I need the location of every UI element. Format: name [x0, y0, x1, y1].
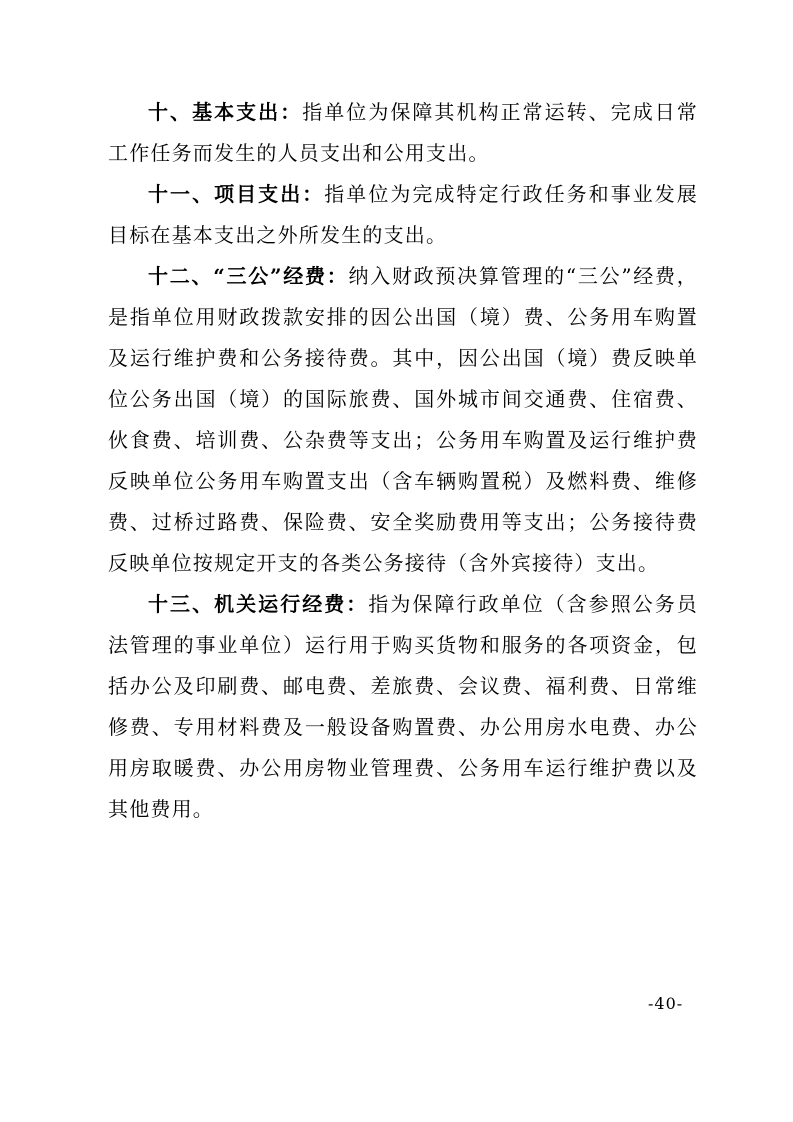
term-three-public-funds: 十二、“三公”经费： [148, 264, 349, 288]
paragraph-agency-operating-funds [108, 584, 698, 830]
page-number: -40- [648, 994, 684, 1013]
paragraph-three-public-funds [108, 256, 698, 584]
term-basic-expenditure: 十、基本支出： [148, 100, 303, 124]
document-body [108, 92, 698, 830]
paragraph-basic-expenditure [108, 92, 698, 174]
definition-three-public-funds: 纳入财政预决算管理的“三公”经费，是指单位用财政拨款安排的因公出国（境）费、公务用车购置及运行维护费和公务接待费。其中，因公出国（境）费反映单位公务出国（境）的国际旅费、国外城市间交通费、住宿费、伙食费、培训费、公杂费等支出；公务用车购置及运行维护费反映单位公务用车购置支出（含车辆购置税）及燃料费、维修费、过桥过路费、保险费、安全奖励费用等支出；公务接待费反映单位按规定开支的各类公务接待（含外宾接待）支出。 [108, 264, 698, 575]
term-agency-operating-funds: 十三、机关运行经费： [148, 592, 369, 616]
term-project-expenditure: 十一、项目支出： [148, 182, 325, 206]
paragraph-project-expenditure [108, 174, 698, 256]
definition-project-expenditure: 指单位为完成特定行政任务和事业发展目标在基本支出之外所发生的支出。 [108, 182, 698, 247]
definition-agency-operating-funds: 指为保障行政单位（含参照公务员法管理的事业单位）运行用于购买货物和服务的各项资金，包括办公及印刷费、邮电费、差旅费、会议费、福利费、日常维修费、专用材料费及一般设备购置费、办公用房水电费、办公用房取暖费、办公用房物业管理费、公务用车运行维护费以及其他费用。 [108, 592, 699, 821]
definition-basic-expenditure: 指单位为保障其机构正常运转、完成日常工作任务而发生的人员支出和公用支出。 [108, 100, 698, 165]
